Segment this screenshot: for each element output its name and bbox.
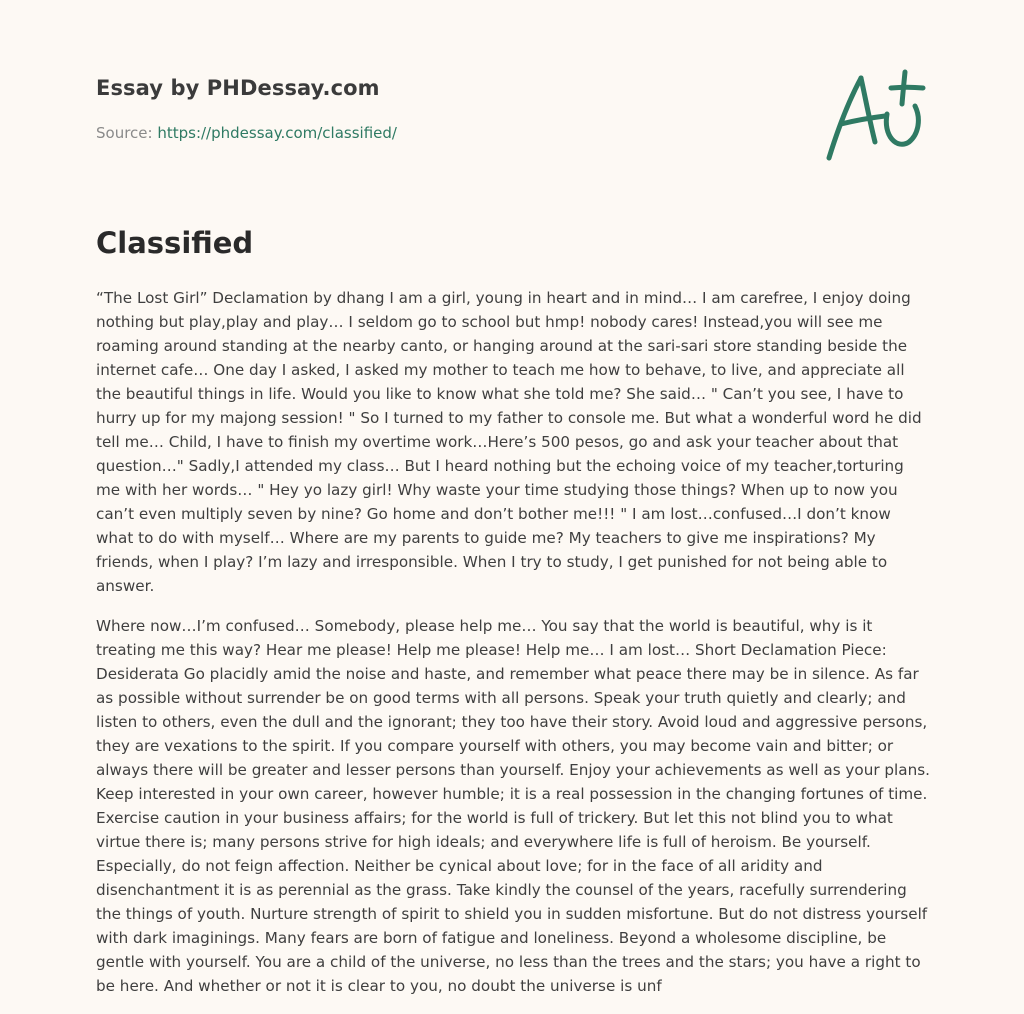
a-plus-logo-icon: [821, 66, 929, 166]
source-label: Source:: [96, 124, 158, 142]
paragraph: Where now…I’m confused… Somebody, please help me… You say that the world is beautiful, why is it treating me this way? Hear me please! Help me please! Help me… I am lost… Short Declamation Piece: Desiderata Go placidly amid the noise and haste, and remember what peace there may be in silence. As far as possible without surrender be on good terms with all persons. Speak your truth quietly and clearly; and listen to others, even the dull and the ignorant; they too have their story. Avoid loud and aggressive persons, they are vexations to the spirit. If you compare yourself with others, you may become vain and bitter; or always there will be greater and lesser persons than yourself. Enjoy your achievements as well as your plans. Keep interested in your own career, however humble; it is a real possession in the changing fortunes of time. Exercise caution in your business affairs; for the world is full of trickery. But let this not blind you to what virtue there is; many persons strive for high ideals; and everywhere life is full of heroism. Be yourself. Especially, do not feign affection. Neither be cynical about love; for in the face of all aridity and disenchantment it is as perennial as the grass. Take kindly the counsel of the years, racefully surrendering the things of youth. Nurture strength of spirit to shield you in sudden misfortune. But do not distress yourself with dark imaginings. Many fears are born of fatigue and loneliness. Beyond a wholesome discipline, be gentle with yourself. You are a child of the universe, no less than the trees and the stars; you have a right to be here. And whether or not it is clear to you, no doubt the universe is unf: [96, 617, 930, 995]
source-line: [96, 124, 397, 142]
paragraph: “The Lost Girl” Declamation by dhang I am a girl, young in heart and in mind… I am carefree, I enjoy doing nothing but play,play and play… I seldom go to school but hmp! nobody cares! Instead,you will see me roaming around standing at the nearby canto, or hanging around at the sari-sari store standing beside the internet cafe… One day I asked, I asked my mother to teach me how to behave, to live, and appreciate all the beautiful things in life. Would you like to know what she told me? She said… " Can’t you see, I have to hurry up for my majong session! " So I turned to my father to console me. But what a wonderful word he did tell me… Child, I have to finish my overtime work…Here’s 500 pesos, go and ask your teacher about that question…" Sadly,I attended my class… But I heard nothing but the echoing voice of my teacher,torturing me with her words… " Hey yo lazy girl! Why waste your time studying those things? When up to now you can’t even multiply seven by nine? Go home and don’t bother me!!! " I am lost…confused…I don’t know what to do with myself… Where are my parents to guide me? My teachers to give me inspirations? My friends, when I play? I’m lazy and irresponsible. When I try to study, I get punished for not being able to answer.: [96, 289, 922, 595]
document-body: [96, 286, 930, 1014]
source-link[interactable]: https://phdessay.com/classified/: [157, 124, 397, 142]
document-title: Classified: [96, 226, 254, 260]
site-title: Essay by PHDessay.com: [96, 76, 380, 100]
